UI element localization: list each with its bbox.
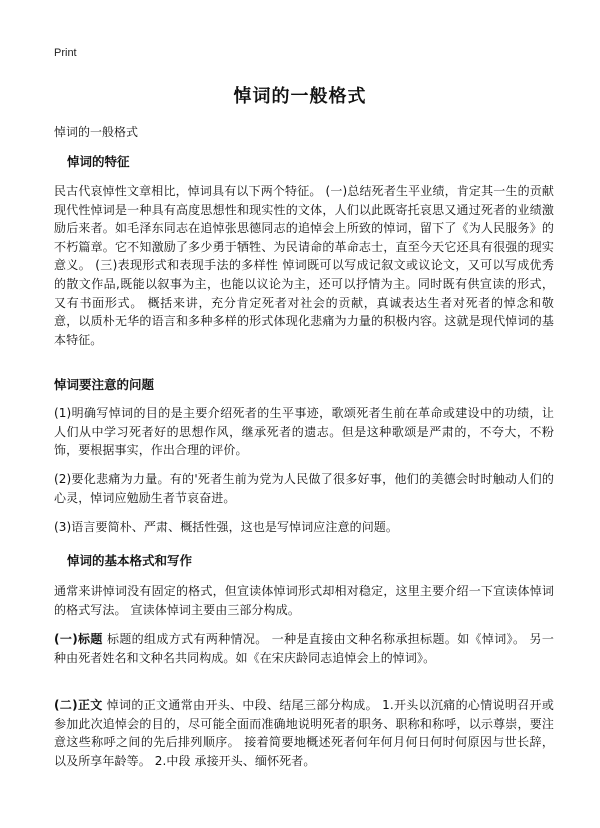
part-title-label: (一)标题 bbox=[54, 632, 103, 646]
section-heading-issues: 悼词要注意的问题 bbox=[54, 377, 155, 392]
section-heading-format: 悼词的基本格式和写作 bbox=[67, 553, 193, 568]
print-link[interactable]: Print bbox=[54, 47, 77, 59]
format-title-paragraph bbox=[54, 630, 554, 667]
format-intro-paragraph: 通常来讲悼词没有固定的格式，但宣读体悼词形式却相对稳定，这里主要介绍一下宣读体悼词的格式写法。 宣读体悼词主要由三部分构成。 bbox=[54, 584, 554, 617]
document-subtitle: 悼词的一般格式 bbox=[54, 125, 139, 139]
part-body-label: (二)正文 bbox=[54, 698, 103, 712]
features-paragraph: 民古代哀悼性文章相比，悼词具有以下两个特征。 (一)总结死者生平业绩，肯定其一生的贡献 现代性悼词是一种具有高度思想性和现实性的文体，人们以此既寄托哀思又通过死者的业绩激励后来者。如毛泽东同志在追悼张思德同志的追悼会上所致的悼词，留下了《为人民服务》的不朽篇章。它不知激励了多少勇于牺牲、为民请命的革命志士，直至今天它还具有很强的现实意义。 (三)表现形式和表现手法的多样性 悼词既可以写成记叙文或议论文，又可以写成优秀的散文作品,既能以叙事为主，也能以议论为主，还可以抒情为主。同时既有供宣读的形式，又有书面形式。 概括来讲，充分肯定死者对社会的贡献，真诚表达生者对死者的悼念和敬意，以质朴无华的语言和多种多样的形式体现化悲痛为力量的积极内容。这就是现代悼词的基本特征。 bbox=[54, 184, 554, 347]
page-title: 悼词的一般格式 bbox=[233, 86, 367, 107]
issue-paragraph-2: (2)要化悲痛为力量。有的'死者生前为党为人民做了很多好事，他们的美德会时时触动人们的心灵，悼词应勉励生者节哀奋进。 bbox=[54, 472, 554, 505]
part-body-text: 悼词的正文通常由开头、中段、结尾三部分构成。 1.开头以沉痛的心情说明召开或参加此次追悼会的目的，尽可能全面而准确地说明死者的职务、职称和称呼，以示尊崇，要注意这些称呼之间的先后排列顺序。 接着简要地概述死者何年何月何日何时何原因与世长辞，以及所享年龄等。 2.中段 承接开头、缅怀死者。 bbox=[54, 698, 554, 768]
issue-paragraph-1: (1)明确写悼词的目的是主要介绍死者的生平事迹，歌颂死者生前在革命或建设中的功绩，让人们从中学习死者好的思想作风，继承死者的遗志。但是这种歌颂是严肃的，不夸大，不粉饰，要根据事实，作出合理的评价。 bbox=[54, 406, 554, 458]
format-body-paragraph bbox=[54, 696, 554, 770]
section-heading-features: 悼词的特征 bbox=[67, 154, 130, 169]
issue-paragraph-3: (3)语言要简朴、严肃、概括性强，这也是写悼词应注意的问题。 bbox=[54, 520, 399, 534]
part-title-text: 标题的组成方式有两种情况。 一种是直接由文种名称承担标题。如《悼词》。 另一种由死者姓名和文种名共同构成。如《在宋庆龄同志追悼会上的悼词》。 bbox=[54, 632, 554, 665]
